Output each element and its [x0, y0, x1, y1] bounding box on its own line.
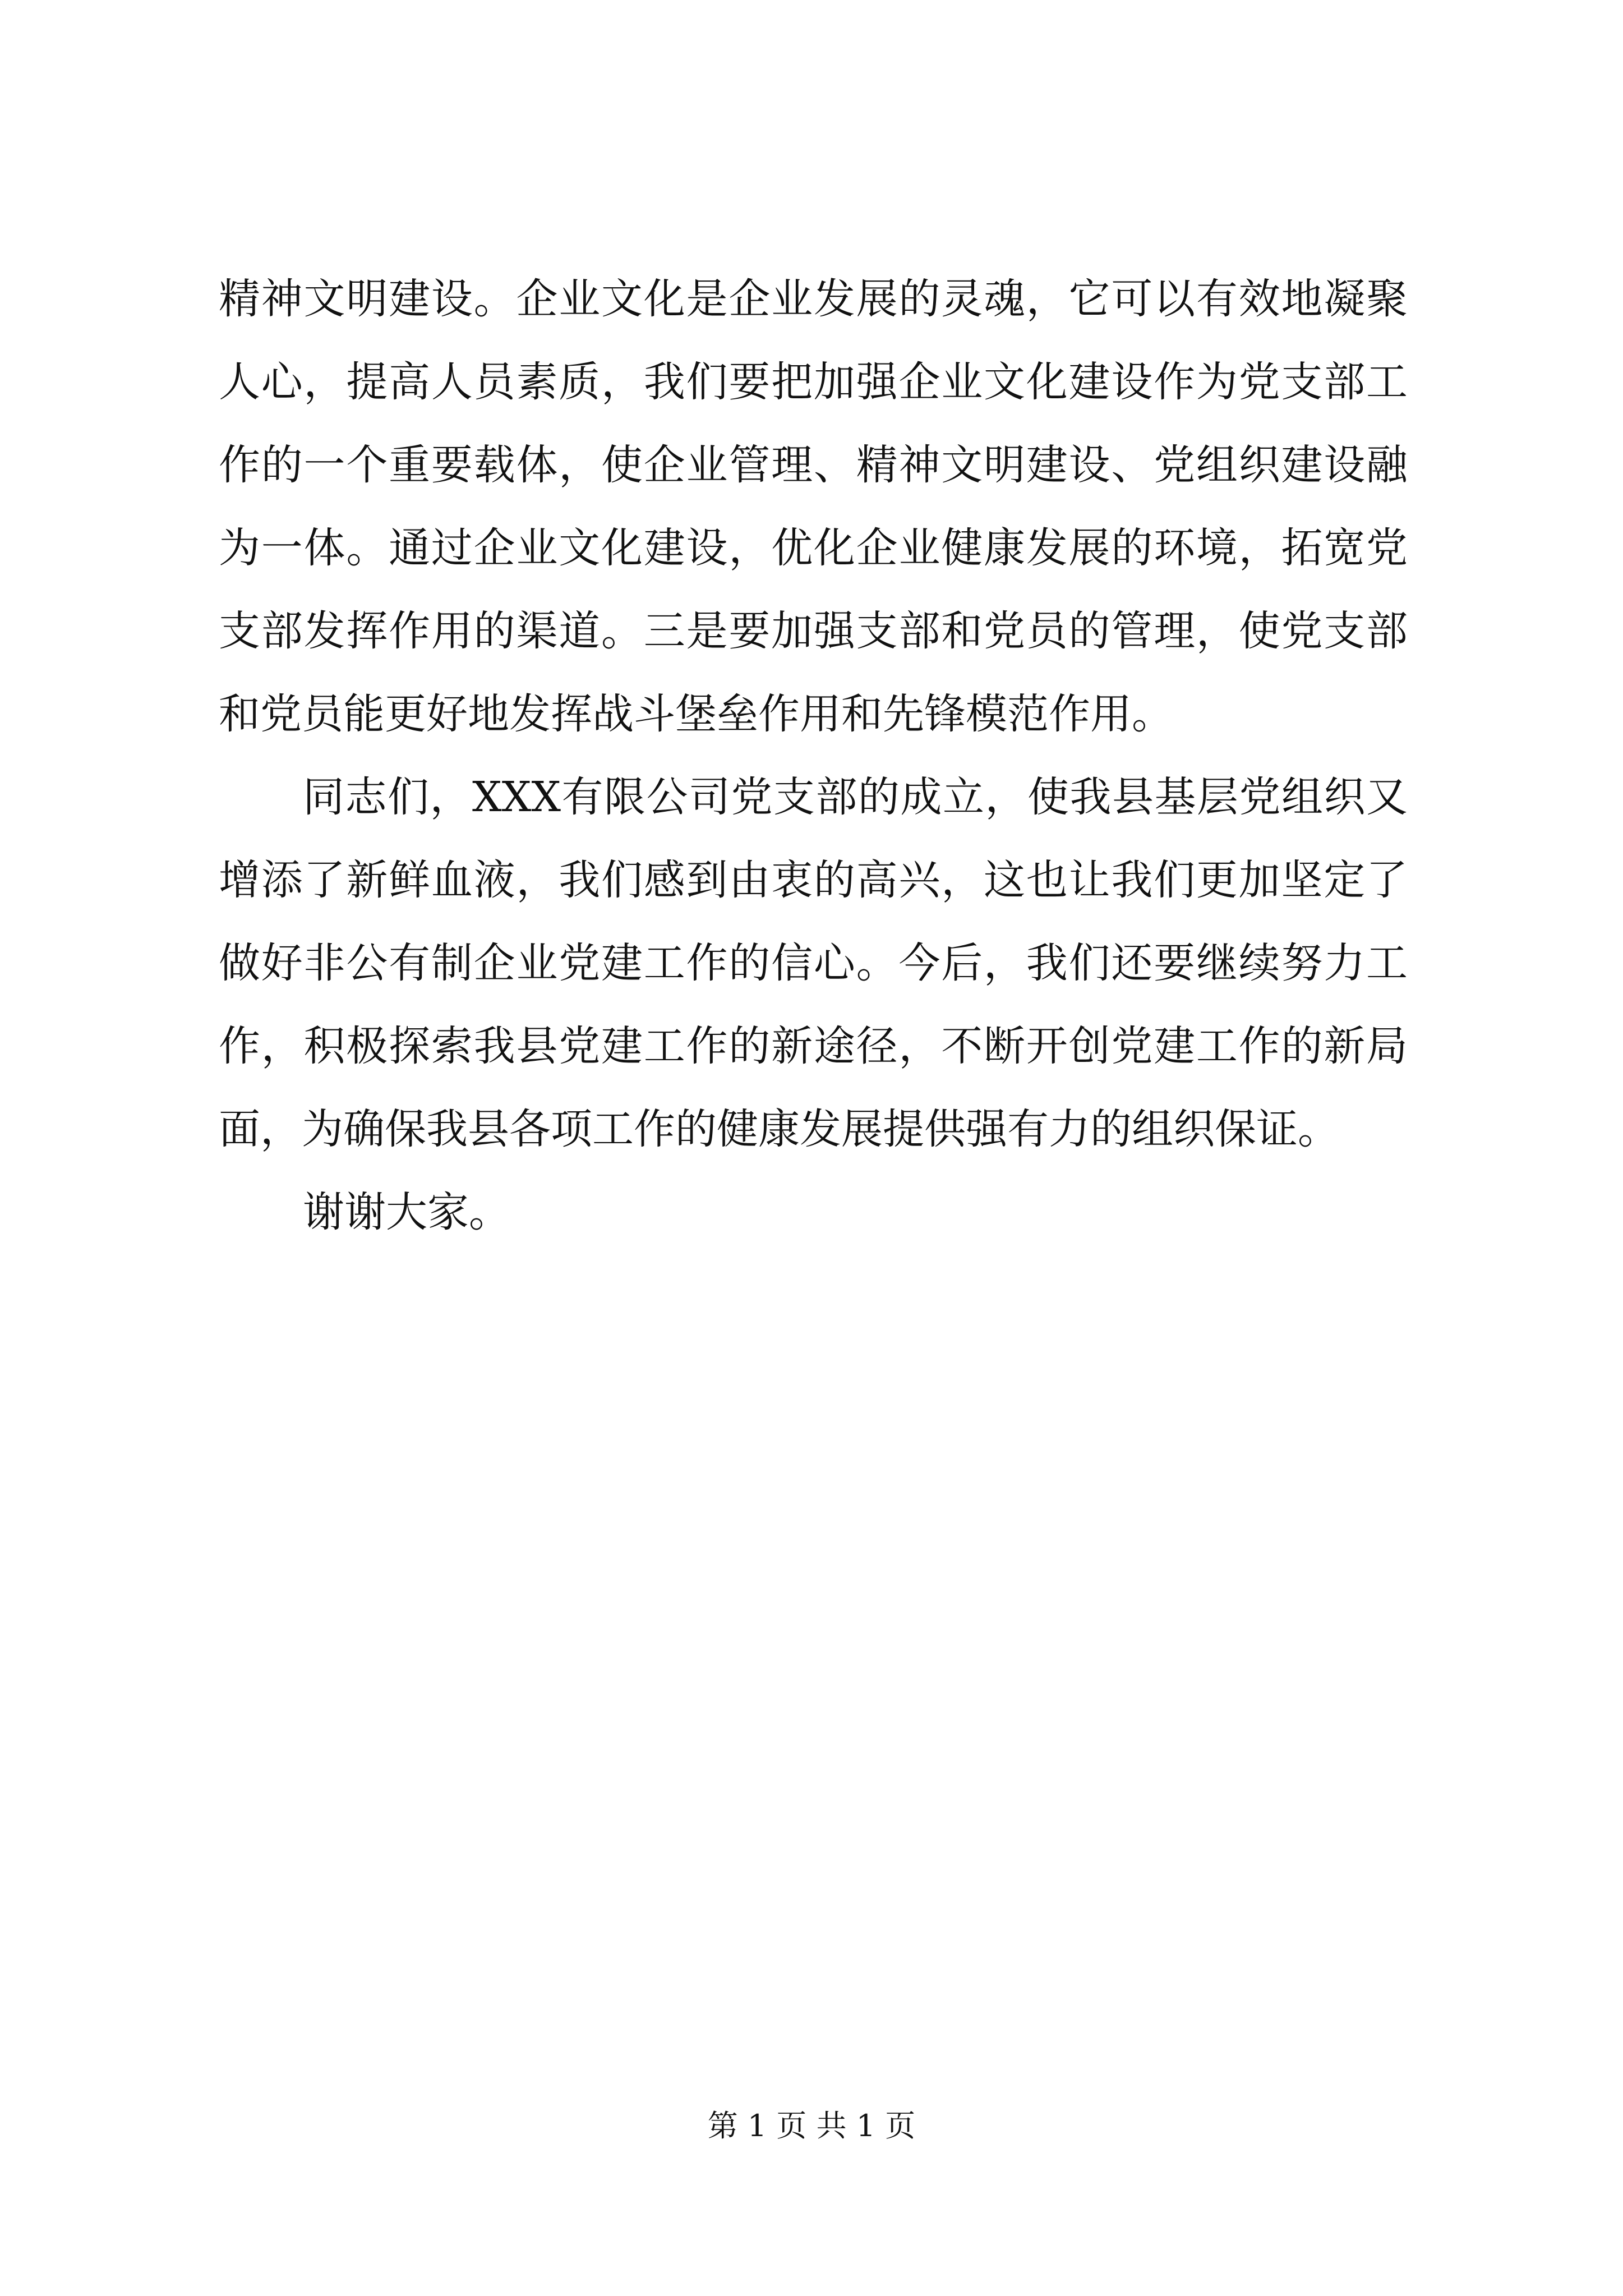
page-footer: 第 1 页 共 1 页: [707, 2108, 916, 2143]
paragraph-1-line-2: 人心，提高人员素质，我们要把加强企业文化建设作为党支部工: [219, 358, 1408, 406]
paragraph-1-line-5: 支部发挥作用的渠道。三是要加强支部和党员的管理，使党支部: [219, 607, 1408, 655]
paragraph-1-line-6: 和党员能更好地发挥战斗堡垒作用和先锋模范作用。: [219, 690, 1173, 738]
paragraph-1-line-3: 作的一个重要载体，使企业管理、精神文明建设、党组织建设融: [219, 441, 1408, 489]
closing-line: 谢谢大家。: [303, 1188, 510, 1236]
paragraph-2-line-5: 面，为确保我县各项工作的健康发展提供强有力的组织保证。: [219, 1105, 1339, 1153]
paragraph-2-line-4: 作，积极探索我县党建工作的新途径，不断开创党建工作的新局: [219, 1022, 1408, 1070]
paragraph-1-line-4: 为一体。通过企业文化建设，优化企业健康发展的环境，拓宽党: [219, 524, 1408, 572]
paragraph-2-line-3: 做好非公有制企业党建工作的信心。今后，我们还要继续努力工: [219, 939, 1408, 987]
paragraph-2-line-1: 同志们，XXX有限公司党支部的成立，使我县基层党组织又: [303, 773, 1408, 821]
paragraph-2-line-2: 增添了新鲜血液，我们感到由衷的高兴，这也让我们更加坚定了: [219, 856, 1408, 904]
paragraph-1-line-1: 精神文明建设。企业文化是企业发展的灵魂，它可以有效地凝聚: [219, 275, 1408, 323]
